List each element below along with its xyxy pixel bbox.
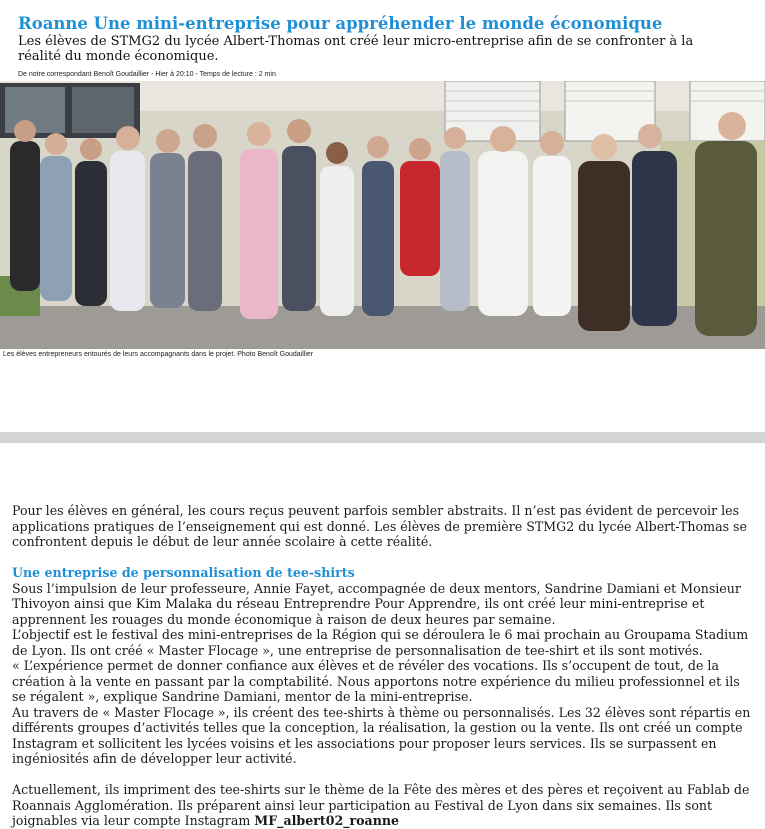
article-paragraph-2: L’objectif est le festival des mini-entreprises de la Région qui se déroulera le 6 mai prochain au Groupama Stadium de Lyon. Ils ont créé « Master Flocage », une entreprise de personnalisation de tee-shirt et ils sont motivés. (12, 627, 749, 658)
article-paragraph-5-text: Actuellement, ils impriment des tee-shirts sur le thème de la Fête des mères et des pères et reçoivent au Fablab de Roannais Agglomération. Ils préparent ainsi leur participation au Festival de Lyon dans six semaines. Ils sont joignables via leur compte Instagram (12, 782, 750, 828)
group-photo-illustration (0, 81, 765, 349)
article-paragraph-3: « L’expérience permet de donner confiance aux élèves et de révéler des vocations. Ils s’occupent de tout, de la création à la vente en passant par la comptabilité. Nous apportons notre expérience du milieu professionnel et ils se régalent », explique Sandrine Damiani, mentor de la mini-entreprise. (12, 658, 740, 704)
article-body (12, 503, 752, 829)
article-paragraph-5 (12, 782, 752, 829)
section-divider (0, 432, 765, 443)
article-paragraph-4: Au travers de « Master Flocage », ils créent des tee-shirts à thème ou personnalisés. Les 32 élèves sont répartis en différents groupes d’activités telles que la conception, la réalisation, la gestion ou la vente. Ils ont créé un compte Instagram et sollicitent les lycées voisins et les associations pour proposer leurs services. Ils se surpassent en ingéniosités afin de développer leur activité. (12, 704, 751, 766)
article-paragraph-1: Sous l’impulsion de leur professeure, Annie Fayet, accompagnée de deux mentors, Sandrine Damiani et Monsieur Thivoyon ainsi que Kim Malaka du réseau Entreprendre Pour Apprendre, ils ont créé leur mini-entreprise et apprennent les rouages du monde économique à raison de deux heures par semaine. (12, 580, 741, 627)
article-subheading: Une entreprise de personnalisation de tee-shirts (12, 565, 355, 580)
article-title: Roanne Une mini-entreprise pour appréhender le monde économique (18, 14, 663, 33)
article-intro: Pour les élèves en général, les cours reçus peuvent parfois sembler abstraits. Il n’est pas évident de percevoir les applications pratiques de l’enseignement qui est donné. Les élèves de première STMG2 du lycée Albert-Thomas se confrontent depuis le début de leur année scolaire à cette réalité. (12, 503, 747, 549)
article-byline: De notre correspondant Benoît Goudaillier - Hier à 20:10 - Temps de lecture : 2 min (18, 71, 276, 78)
photo-caption: Les élèves entrepreneurs entourés de leurs accompagnants dans le projet. Photo Benoît Goudaillier (3, 351, 314, 358)
article-header (18, 14, 758, 64)
group-photo (0, 81, 765, 349)
article-lead: Les élèves de STMG2 du lycée Albert-Thomas ont créé leur micro-entreprise afin de se confronter à la réalité du monde économique. (18, 34, 694, 64)
instagram-handle: MF_albert02_roanne (254, 813, 400, 828)
